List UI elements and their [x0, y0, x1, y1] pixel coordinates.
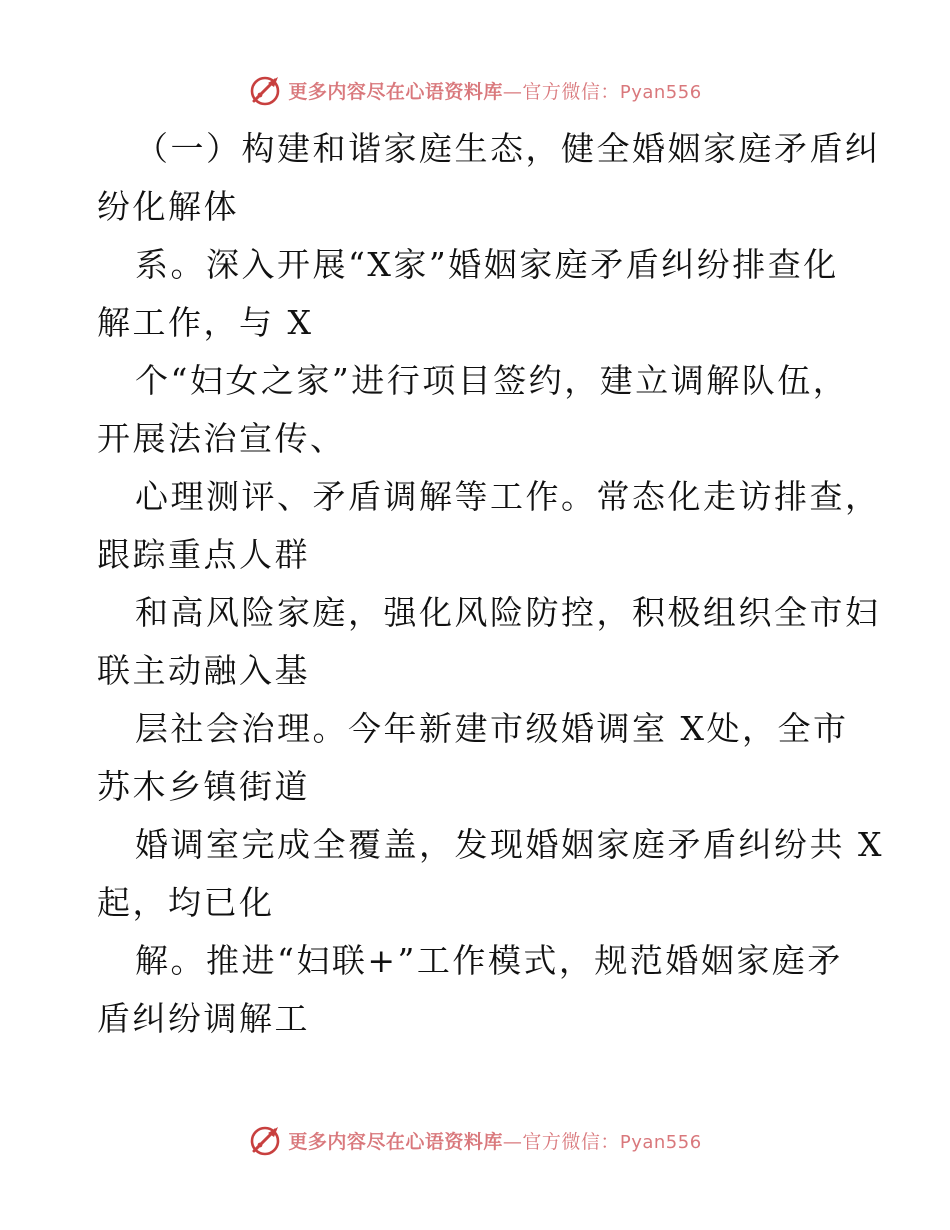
paragraph-5-line-2: 苏木乡镇街道: [97, 767, 310, 806]
quill-logo-icon: [248, 73, 282, 107]
paragraph-7-line-1: 解。推进“妇联+”工作模式，规范婚姻家庭矛: [135, 941, 843, 980]
paragraph-2-line-2: 开展法治宣传、: [97, 419, 346, 458]
quill-logo-icon: [248, 1123, 282, 1157]
paragraph-3-line-1: 心理测评、矛盾调解等工作。常态化走访排查，: [135, 477, 881, 516]
watermark-wechat-id: Pyan556: [619, 81, 702, 103]
watermark-wechat-label: —官方微信：: [502, 1130, 620, 1153]
paragraph-1-line-1: 系。深入开展“X家”婚姻家庭矛盾纠纷排查化: [135, 245, 839, 284]
paragraph-5-line-1: 层社会治理。今年新建市级婚调室 X处，全市: [135, 709, 849, 748]
watermark-text: [288, 77, 701, 104]
footer-watermark: [0, 1120, 950, 1160]
paragraph-6-line-1: 婚调室完成全覆盖，发现婚姻家庭矛盾纠纷共 X: [135, 825, 884, 864]
paragraph-1-line-2: 解工作，与 X: [97, 303, 314, 342]
paragraph-3-line-2: 跟踪重点人群: [97, 535, 310, 574]
paragraph-2-line-1: 个“妇女之家”进行项目签约，建立调解队伍，: [135, 361, 849, 400]
paragraph-6-line-2: 起，均已化: [97, 883, 275, 922]
watermark-wechat-id: Pyan556: [619, 1131, 702, 1153]
paragraph-0-line-1: （一）构建和谐家庭生态，健全婚姻家庭矛盾纠: [135, 129, 881, 168]
document-body: [97, 120, 884, 1048]
paragraph-4-line-2: 联主动融入基: [97, 651, 310, 690]
paragraph-0-line-2: 纷化解体: [97, 187, 239, 226]
header-watermark: [0, 70, 950, 110]
paragraph-7-line-2: 盾纠纷调解工: [97, 999, 310, 1038]
watermark-text: [288, 1127, 701, 1154]
paragraph-4-line-1: 和高风险家庭，强化风险防控，积极组织全市妇: [135, 593, 881, 632]
watermark-brand: 更多内容尽在心语资料库: [288, 80, 503, 103]
watermark-brand: 更多内容尽在心语资料库: [288, 1130, 503, 1153]
watermark-wechat-label: —官方微信：: [502, 80, 620, 103]
